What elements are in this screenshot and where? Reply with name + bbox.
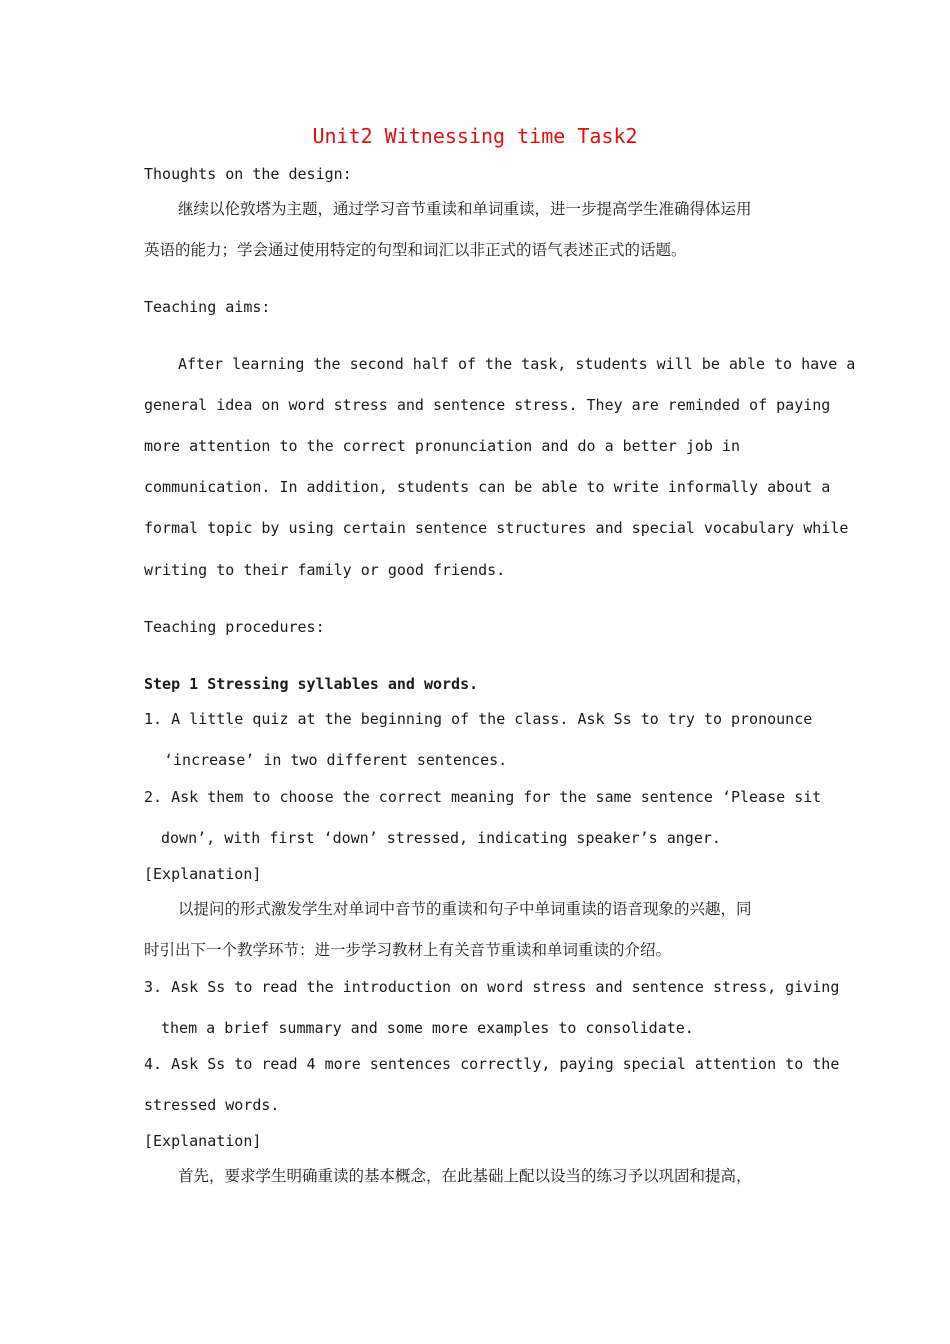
thoughts-line: 英语的能力；学会通过使用特定的句型和词汇以非正式的语气表述正式的话题。 [144, 241, 687, 259]
explanation-label: [Explanation] [144, 865, 262, 883]
explanation-line: 以提问的形式激发学生对单词中音节的重读和句子中单词重读的语音现象的兴趣，同 [178, 900, 752, 918]
aims-line: formal topic by using certain sentence structures and special vocabulary while [144, 519, 849, 537]
aims-line: After learning the second half of the task, students will be able to have a [178, 355, 856, 373]
step1-item: 4. Ask Ss to read 4 more sentences correctly, paying special attention to the [144, 1055, 840, 1073]
step1-item: 2. Ask them to choose the correct meaning for the same sentence ‘Please sit [144, 788, 822, 806]
explanation-line: 首先，要求学生明确重读的基本概念，在此基础上配以设当的练习予以巩固和提高， [178, 1167, 752, 1185]
aims-line: general idea on word stress and sentence stress. They are reminded of paying [144, 396, 831, 414]
step1-item: 3. Ask Ss to read the introduction on word stress and sentence stress, giving [144, 978, 840, 996]
step1-item-continued: down’, with first ‘down’ stressed, indicating speaker’s anger. [161, 829, 721, 847]
step1-item-continued: stressed words. [144, 1096, 280, 1114]
thoughts-heading: Thoughts on the design: [144, 165, 352, 183]
aims-line: communication. In addition, students can be able to write informally about a [144, 478, 831, 496]
step1-item-continued: them a brief summary and some more examples to consolidate. [161, 1019, 694, 1037]
step1-item-continued: ‘increase’ in two different sentences. [164, 751, 508, 769]
aims-line: writing to their family or good friends. [144, 561, 506, 579]
explanation-label: [Explanation] [144, 1132, 262, 1150]
step1-heading: Step 1 Stressing syllables and words. [144, 675, 479, 693]
aims-line: more attention to the correct pronunciation and do a better job in [144, 437, 741, 455]
document-title: Unit2 Witnessing time Task2 [312, 124, 638, 148]
aims-heading: Teaching aims: [144, 298, 271, 316]
explanation-line: 时引出下一个教学环节：进一步学习教材上有关音节重读和单词重读的介绍。 [144, 941, 672, 959]
procedures-heading: Teaching procedures: [144, 618, 325, 636]
step1-item: 1. A little quiz at the beginning of the class. Ask Ss to try to pronounce [144, 710, 813, 728]
thoughts-line: 继续以伦敦塔为主题，通过学习音节重读和单词重读，进一步提高学生准确得体运用 [178, 200, 752, 218]
